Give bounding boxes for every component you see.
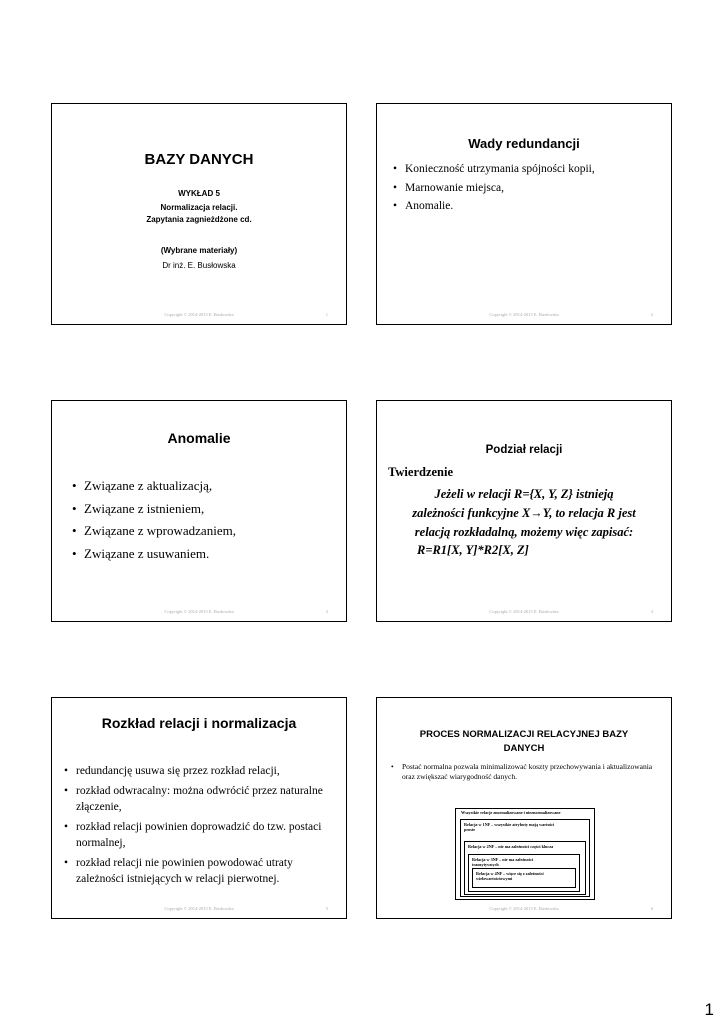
slide-number: 1 [325, 312, 328, 317]
list-item: • Konieczność utrzymania spójności kopii, [393, 160, 595, 179]
copyright: Copyright © 2014-2015 E. Busłowska [489, 906, 559, 911]
list-item: • rozkład odwracalny: można odwrócić przez naturalne złączenie, [64, 783, 338, 816]
formula: R=R1[X, Y]*R2[X, Z] [417, 543, 529, 557]
arrow-icon: → [530, 506, 543, 520]
slide-number: 5 [325, 906, 328, 911]
list-item: • Marnowanie miejsca, [393, 179, 595, 198]
bullet-list [64, 763, 338, 891]
theorem-line-1: Jeżeli w relacji R={X, Y, Z} istnieją [434, 487, 614, 501]
diagram-label-2nf: Relacja w 2NF – nie ma zależności części klucza [468, 844, 554, 849]
slide-footer [377, 906, 671, 914]
lecture-topic-1: Normalizacja relacji. [160, 203, 238, 212]
slide-number: 6 [650, 906, 653, 911]
slide-footer [52, 312, 346, 320]
slide-title: Podział relacji [485, 444, 563, 456]
copyright: Copyright © 2014-2015 E. Busłowska [489, 312, 559, 317]
list-item: • redundancję usuwa się przez rozkład relacji, [64, 763, 338, 780]
list-item: • rozkład relacji nie powinien powodować utraty zależności istniejących w relacji pierwotnej. [64, 855, 338, 888]
nf4-box [472, 868, 576, 888]
theorem-body [387, 485, 661, 542]
diagram-label-all: Wszystkie relacje znormalizowane i nieznormalizowane [461, 810, 561, 815]
materials-note: (Wybrane materiały) [160, 246, 238, 255]
slide-footer [52, 609, 346, 617]
author: Dr inż. E. Busłowska [162, 261, 236, 270]
slide-4 [376, 400, 672, 622]
lecture-topic-2: Zapytania zagnieżdżone cd. [146, 215, 252, 224]
slide-footer [52, 906, 346, 914]
diagram-label-4nf: Relacja w 4NF – więce się z zależności wielowartościowymi [476, 871, 544, 881]
theorem-text: Y, to relacja R jest [542, 506, 636, 520]
slide-5 [51, 697, 347, 919]
list-item: • Postać normalna pozwala minimalizować koszty przechowywania i aktualizowania oraz zwiększać wiarygodność danych. [391, 762, 657, 781]
theorem-text: zależności funkcyjne X [412, 506, 531, 520]
slide-footer [377, 609, 671, 617]
slide-title: Anomalie [167, 430, 231, 446]
slide-title: PROCES NORMALIZACJI RELACYJNEJ BAZY DANYCH [419, 729, 629, 754]
nf1-box [460, 819, 590, 897]
list-item: • Anomalie. [393, 197, 595, 216]
list-item: • Związane z istnieniem, [72, 498, 236, 521]
theorem-heading: Twierdzenie [388, 465, 454, 479]
bullet-list [391, 762, 657, 781]
page-number: 1 [704, 1000, 714, 1019]
copyright: Copyright © 2014-2015 E. Busłowska [164, 609, 234, 614]
slide-number: 2 [650, 312, 653, 317]
slide-number: 3 [325, 609, 328, 614]
nf2-box [464, 841, 586, 895]
slide-6 [376, 697, 672, 919]
nf3-box [468, 854, 580, 892]
copyright: Copyright © 2014-2015 E. Busłowska [164, 312, 234, 317]
diagram-label-1nf: Relacja w 1NF – wszystkie atrybuty mają wartości proste [464, 822, 555, 832]
slide-number: 4 [650, 609, 653, 614]
slide-title: Rozkład relacji i normalizacja [101, 715, 297, 731]
slide-2 [376, 103, 672, 325]
bullet-list [393, 160, 595, 216]
slide-title: Wady redundancji [468, 136, 580, 151]
slide-1 [51, 103, 347, 325]
normalization-diagram [455, 808, 595, 900]
slide-footer [377, 312, 671, 320]
slide-title: BAZY DANYCH [144, 151, 254, 168]
theorem-line-2 [387, 504, 661, 523]
copyright: Copyright © 2014-2015 E. Busłowska [489, 609, 559, 614]
diagram-label-3nf: Relacja w 3NF – nie ma zależności tranzytywnych [472, 857, 534, 867]
list-item: • rozkład relacji powinien doprowadzić do tzw. postaci normalnej, [64, 819, 338, 852]
theorem-line-3: relacją rozkładalną, możemy więc zapisać: [414, 525, 634, 539]
list-item: • Związane z wprowadzaniem, [72, 520, 236, 543]
bullet-list [72, 475, 236, 565]
lecture-number: WYKŁAD 5 [178, 189, 220, 198]
list-item: • Związane z usuwaniem. [72, 543, 236, 566]
copyright: Copyright © 2014-2015 E. Busłowska [164, 906, 234, 911]
list-item: • Związane z aktualizacją, [72, 475, 236, 498]
slide-3 [51, 400, 347, 622]
